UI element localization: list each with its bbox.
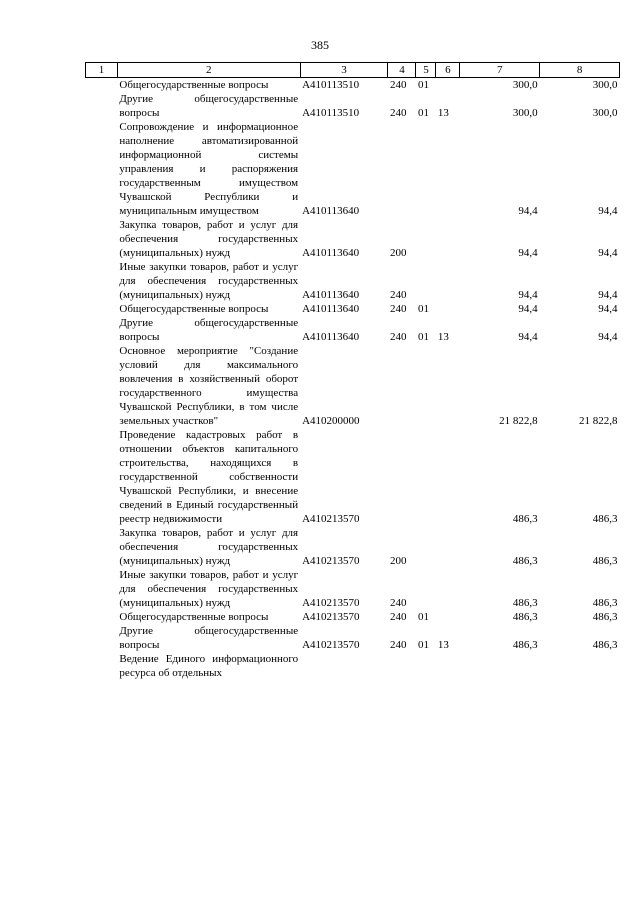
expense-name-cell: Закупка товаров, работ и услуг для обеспечения государственных (муниципальных) нужд [119, 527, 299, 567]
section-cell: 01 [417, 79, 429, 91]
amount-col7-cell: 486,3 [512, 597, 538, 609]
column-number-row [86, 63, 620, 78]
amount-col8-cell: 300,0 [592, 79, 618, 91]
amount-col7-cell: 300,0 [512, 107, 538, 119]
expense-name-cell: Другие общегосударственные вопросы [119, 317, 299, 343]
column-header-6: 6 [436, 63, 460, 78]
table-header [86, 63, 620, 78]
target-article-code-cell: А410113510 [302, 107, 360, 119]
budget-table [85, 62, 620, 680]
amount-col7-cell: 94,4 [518, 205, 538, 217]
section-cell: 01 [417, 303, 429, 315]
subsection-cell: 13 [437, 331, 449, 343]
section-cell: 01 [417, 611, 429, 623]
section-cell [416, 526, 436, 568]
subsection-cell [436, 218, 460, 260]
amount-col7-cell: 94,4 [518, 247, 538, 259]
amount-col7-cell: 94,4 [518, 303, 538, 315]
row-index-cell [86, 120, 118, 218]
target-article-code-cell: А410213570 [302, 555, 360, 567]
expense-name-cell: Проведение кадастровых работ в отношении объектов капитального строительства, находящихся в государственной собственности Чувашской Республики, и внесение сведений в Единый государственный реестр недвижимости [119, 429, 299, 525]
expense-name-cell: Ведение Единого информационного ресурса об отдельных [119, 653, 299, 679]
amount-col7-cell: 21 822,8 [499, 415, 538, 427]
expense-type-cell: 240 [389, 79, 407, 91]
row-index-cell [86, 92, 118, 120]
page-number: 385 [311, 38, 329, 52]
table-row [86, 218, 620, 260]
row-index-cell [86, 218, 118, 260]
column-header-5: 5 [416, 63, 436, 78]
expense-name-cell: Общегосударственные вопросы [119, 611, 269, 623]
target-article-code-cell: А410113640 [302, 289, 360, 301]
table-row [86, 260, 620, 302]
expense-type-cell: 240 [389, 289, 407, 301]
table-row [86, 568, 620, 610]
amount-col8-cell: 486,3 [592, 513, 618, 525]
subsection-cell [436, 260, 460, 302]
subsection-cell [436, 652, 460, 680]
amount-col8-cell: 300,0 [592, 107, 618, 119]
expense-type-cell [388, 652, 416, 680]
subsection-cell: 13 [437, 107, 449, 119]
expense-type-cell [388, 428, 416, 526]
table-row [86, 92, 620, 120]
amount-col8-cell: 486,3 [592, 555, 618, 567]
table-row [86, 610, 620, 624]
amount-col7-cell: 486,3 [512, 555, 538, 567]
expense-name-cell: Иные закупки товаров, работ и услуг для обеспечения государственных (муниципальных) нужд [119, 569, 299, 609]
target-article-code-cell: А410113640 [302, 303, 360, 315]
section-cell [416, 428, 436, 526]
table-row [86, 652, 620, 680]
section-cell [416, 344, 436, 428]
expense-type-cell: 240 [389, 639, 407, 651]
expense-type-cell [388, 120, 416, 218]
row-index-cell [86, 344, 118, 428]
expense-name-cell: Другие общегосударственные вопросы [119, 93, 299, 119]
section-cell [416, 120, 436, 218]
expense-name-cell: Иные закупки товаров, работ и услуг для обеспечения государственных (муниципальных) нужд [119, 261, 299, 301]
expense-type-cell: 200 [389, 247, 407, 259]
subsection-cell [436, 344, 460, 428]
amount-col8-cell: 94,4 [598, 289, 618, 301]
amount-col7-cell: 486,3 [512, 611, 538, 623]
target-article-code-cell: А410113510 [302, 79, 360, 91]
table-body [86, 78, 620, 681]
row-index-cell [86, 526, 118, 568]
row-index-cell [86, 428, 118, 526]
amount-col7-cell: 486,3 [512, 513, 538, 525]
subsection-cell [436, 526, 460, 568]
table-row [86, 78, 620, 93]
expense-name-cell: Основное мероприятие "Создание условий для максимального вовлечения в хозяйственный оборот государственного имущества Чувашской Республики, в том числе земельных участков" [119, 345, 299, 427]
row-index-cell [86, 316, 118, 344]
row-index-cell [86, 260, 118, 302]
section-cell: 01 [417, 639, 429, 651]
subsection-cell [436, 568, 460, 610]
target-article-code-cell: А410113640 [302, 247, 360, 259]
subsection-cell: 13 [437, 639, 449, 651]
column-header-3: 3 [300, 63, 388, 78]
table-row [86, 526, 620, 568]
column-header-2: 2 [117, 63, 300, 78]
expense-type-cell: 240 [389, 107, 407, 119]
table-row [86, 344, 620, 428]
expense-type-cell: 240 [389, 331, 407, 343]
row-index-cell [86, 78, 118, 93]
amount-col7-cell: 94,4 [518, 289, 538, 301]
expense-name-cell: Общегосударственные вопросы [119, 79, 269, 91]
section-cell [416, 260, 436, 302]
expense-name-cell: Общегосударственные вопросы [119, 303, 269, 315]
subsection-cell [436, 120, 460, 218]
row-index-cell [86, 624, 118, 652]
expense-name-cell: Другие общегосударственные вопросы [119, 625, 299, 651]
table-row [86, 302, 620, 316]
table-row [86, 624, 620, 652]
target-article-code-cell: А410213570 [302, 513, 360, 525]
section-cell: 01 [417, 107, 429, 119]
expense-name-cell: Закупка товаров, работ и услуг для обеспечения государственных (муниципальных) нужд [119, 219, 299, 259]
table-row [86, 316, 620, 344]
amount-col7-cell [460, 652, 540, 680]
amount-col8-cell: 486,3 [592, 639, 618, 651]
target-article-code-cell: А410113640 [302, 331, 360, 343]
column-header-7: 7 [460, 63, 540, 78]
expense-type-cell: 240 [389, 611, 407, 623]
column-header-1: 1 [86, 63, 118, 78]
amount-col8-cell [540, 652, 620, 680]
amount-col8-cell: 94,4 [598, 247, 618, 259]
target-article-code-cell: А410213570 [302, 597, 360, 609]
amount-col8-cell: 21 822,8 [579, 415, 618, 427]
subsection-cell [436, 302, 460, 316]
section-cell [416, 568, 436, 610]
table-row [86, 120, 620, 218]
expense-type-cell: 240 [389, 597, 407, 609]
row-index-cell [86, 610, 118, 624]
amount-col8-cell: 486,3 [592, 597, 618, 609]
column-header-4: 4 [388, 63, 416, 78]
expense-type-cell [388, 344, 416, 428]
table-row [86, 428, 620, 526]
subsection-cell [436, 428, 460, 526]
expense-name-cell: Сопровождение и информационное наполнение автоматизированной информационной системы управления и распоряжения государственным имуществом Чувашской Республики и муниципальным имуществом [119, 121, 299, 217]
target-article-code-cell: А410213570 [302, 639, 360, 651]
target-article-code-cell: А410113640 [302, 205, 360, 217]
subsection-cell [436, 610, 460, 624]
row-index-cell [86, 568, 118, 610]
expense-type-cell: 200 [389, 555, 407, 567]
target-article-code-cell [300, 652, 388, 680]
row-index-cell [86, 652, 118, 680]
amount-col8-cell: 486,3 [592, 611, 618, 623]
amount-col7-cell: 486,3 [512, 639, 538, 651]
section-cell [416, 218, 436, 260]
column-header-8: 8 [540, 63, 620, 78]
section-cell [416, 652, 436, 680]
amount-col7-cell: 94,4 [518, 331, 538, 343]
amount-col8-cell: 94,4 [598, 303, 618, 315]
expense-type-cell: 240 [389, 303, 407, 315]
subsection-cell [436, 78, 460, 93]
section-cell: 01 [417, 331, 429, 343]
target-article-code-cell: А410200000 [302, 415, 360, 427]
amount-col8-cell: 94,4 [598, 205, 618, 217]
amount-col7-cell: 300,0 [512, 79, 538, 91]
amount-col8-cell: 94,4 [598, 331, 618, 343]
target-article-code-cell: А410213570 [302, 611, 360, 623]
row-index-cell [86, 302, 118, 316]
